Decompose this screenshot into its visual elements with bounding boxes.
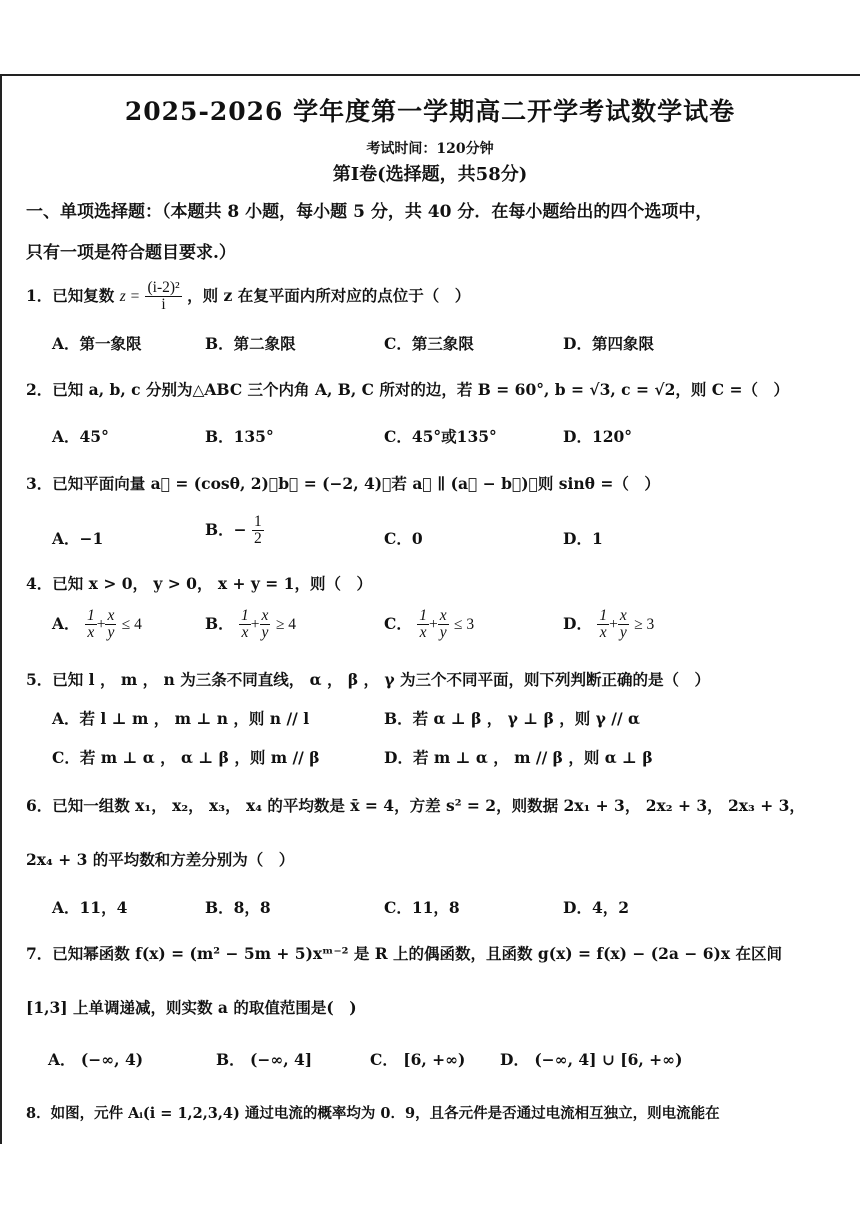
q6-option-b: B．8，8 — [205, 898, 271, 917]
q4-b-d2: y — [261, 624, 269, 642]
question-7-line2: [1,3] 上单调递减，则实数 a 的取值范围是( ) — [26, 998, 357, 1017]
q4-d-d2: y — [619, 624, 627, 642]
q4-b-frac2 — [260, 608, 271, 642]
q4-d-relation: ≥ 3 — [634, 615, 655, 633]
q4-option-b: B． $\frac{1}{x}$ + $\frac{x}{y}$ ≥ 4 — [205, 607, 296, 642]
q3-option-c: C．0 — [384, 529, 423, 548]
q4-option-c: C． $\frac{1}{x}$ + $\frac{x}{y}$ ≤ 3 — [384, 607, 475, 642]
q4-a-d1: x — [87, 624, 95, 642]
question-5: 5．已知 l ， m ， n 为三条不同直线， α ， β ， γ 为三个不同平面，则下列判断正确的是（ ） — [26, 670, 711, 689]
question-3: 3．已知平面向量 a⃗ = (cosθ, 2)，b⃗ = (−2, 4)，若 a⃗ ∥ (a⃗ − b⃗)，则 sinθ =（ ） — [26, 474, 660, 493]
q4-d-n1: 1 — [599, 607, 608, 624]
q4-option-d: D． $\frac{1}{x}$ + $\frac{x}{y}$ ≥ 3 — [563, 607, 655, 642]
q5-option-b: B．若 α ⊥ β ， γ ⊥ β ，则 γ // α — [384, 709, 640, 728]
question-6-line1: 6．已知一组数 x₁， x₂， x₃， x₄ 的平均数是 x̄ = 4，方差 s² = 2，则数据 2x₁ + 3， 2x₂ + 3， 2x₃ + 3， — [26, 796, 805, 815]
q4-d-d1: x — [599, 624, 607, 642]
volume-heading: 第Ⅰ卷(选择题，共58分) — [332, 164, 528, 185]
q2-option-a: A．45° — [52, 427, 109, 446]
q7-option-b: B． (−∞, 4] — [216, 1050, 313, 1069]
q4-b-label: B． — [205, 613, 234, 633]
q2-option-d: D．120° — [563, 427, 633, 446]
q6-option-a: A．11，4 — [52, 898, 128, 917]
q4-option-a: A． $\frac{1}{x}$ + $\frac{x}{y}$ ≤ 4 — [52, 607, 142, 642]
q5-option-a: A．若 l ⊥ m ， m ⊥ n ，则 n // l — [52, 709, 310, 728]
q1-option-d: D．第四象限 — [563, 334, 654, 353]
q1-prefix: 1．已知复数 — [26, 285, 115, 305]
q1-denominator: i — [161, 296, 166, 314]
q4-c-frac1 — [417, 608, 429, 642]
exam-title: 2025-2026 学年度第一学期高二开学考试数学试卷 — [124, 97, 736, 126]
q4-d-n2: x — [619, 607, 627, 624]
q6-option-d: D．4，2 — [563, 898, 630, 917]
q4-b-d1: x — [241, 624, 249, 642]
q4-c-n1: 1 — [419, 607, 427, 624]
q4-a-frac2 — [105, 608, 116, 642]
q4-c-label: C． — [384, 613, 412, 633]
q4-c-frac2 — [438, 608, 449, 642]
q5-option-d: D．若 m ⊥ α ， m // β ，则 α ⊥ β — [384, 748, 653, 767]
q3-option-b-fraction — [252, 514, 264, 548]
question-7-line1: 7．已知幂函数 f(x) = (m² − 5m + 5)xᵐ⁻² 是 R 上的偶函数，且函数 g(x) = f(x) − (2a − 6)x 在区间 — [26, 944, 782, 963]
q4-d-label: D． — [563, 613, 592, 633]
q3-option-d: D．1 — [563, 529, 603, 548]
exam-time: 考试时间：120分钟 — [366, 141, 494, 157]
page-left-border — [0, 74, 2, 1144]
q5-option-c: C．若 m ⊥ α ， α ⊥ β ，则 m // β — [52, 748, 320, 767]
q3-option-b — [205, 514, 264, 548]
q3-option-a: A．−1 — [52, 529, 104, 548]
question-1 — [26, 280, 470, 314]
q1-suffix: ，则 z 在复平面内所对应的点位于（ ） — [187, 285, 471, 305]
q7-option-c: C． [6, +∞) — [370, 1050, 466, 1069]
page-top-border — [0, 74, 860, 76]
q1-fraction — [145, 280, 181, 314]
q4-c-n2: x — [439, 607, 447, 624]
q3-b-denominator: 2 — [254, 530, 262, 548]
q2-option-c: C．45°或135° — [384, 427, 497, 446]
q3-b-numerator: 1 — [254, 513, 262, 530]
q2-option-b: B．135° — [205, 427, 274, 446]
q4-c-relation: ≤ 3 — [454, 615, 475, 633]
q4-a-frac1 — [85, 608, 97, 642]
q4-b-n2: x — [261, 607, 269, 624]
q4-b-n1: 1 — [241, 607, 249, 624]
q4-a-n1: 1 — [86, 607, 95, 624]
q4-c-d1: x — [419, 624, 427, 642]
q7-option-d: D． (−∞, 4] ∪ [6, +∞) — [500, 1050, 683, 1069]
q4-b-relation: ≥ 4 — [275, 615, 296, 633]
q4-a-relation: ≤ 4 — [121, 615, 142, 633]
q6-option-c: C．11，8 — [384, 898, 460, 917]
q4-d-frac1 — [597, 608, 609, 642]
question-2: 2．已知 a, b, c 分别为△ABC 三个内角 A, B, C 所对的边，若 B = 60°, b = √3, c = √2，则 C =（ ） — [26, 380, 789, 399]
q4-a-label: A． — [52, 613, 80, 633]
question-8-line1: 8．如图，元件 Aᵢ(i = 1,2,3,4) 通过电流的概率均为 0．9，且各元件是否通过电流相互独立，则电流能在 — [26, 1105, 720, 1122]
section-instructions-line1: 一、单项选择题：（本题共 8 小题，每小题 5 分，共 40 分．在每小题给出的四个选项中， — [26, 202, 713, 222]
q4-c-d2: y — [439, 624, 447, 642]
question-4: 4．已知 x > 0， y > 0， x + y = 1，则（ ） — [26, 574, 372, 593]
q1-option-c: C．第三象限 — [384, 334, 474, 353]
q4-b-frac1 — [239, 608, 251, 642]
q4-a-d2: y — [107, 624, 115, 642]
section-instructions-line2: 只有一项是符合题目要求.） — [26, 243, 236, 263]
q7-option-a: A． (−∞, 4) — [48, 1050, 144, 1069]
q3-option-b-label: B．− — [205, 519, 247, 539]
q1-numerator: (i-2)² — [147, 279, 180, 296]
question-6-line2: 2x₄ + 3 的平均数和方差分别为（ ） — [26, 850, 295, 869]
q4-a-n2: x — [107, 607, 115, 624]
q1-z: z = — [119, 287, 141, 305]
q1-option-a: A．第一象限 — [52, 334, 142, 353]
q1-option-b: B．第二象限 — [205, 334, 296, 353]
q4-d-frac2 — [618, 608, 629, 642]
